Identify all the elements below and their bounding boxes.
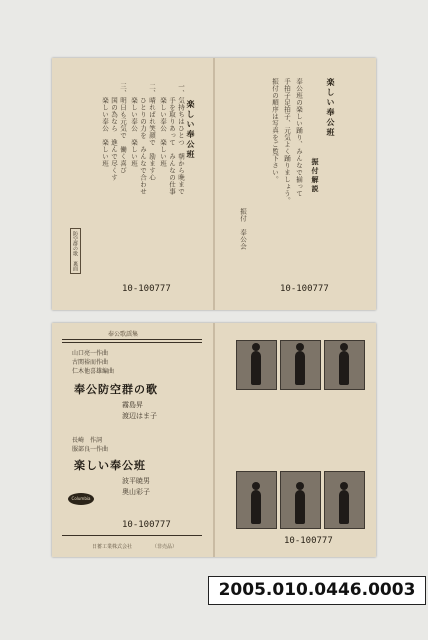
catalog-number-left: 10-100777 xyxy=(122,284,171,294)
footer-not-for-sale: （非売品） xyxy=(152,544,178,550)
left-song-title: 楽しい奉公班 xyxy=(186,100,196,160)
fold-line xyxy=(213,58,215,310)
verse-line: 手を取りあって みんなの仕事 xyxy=(168,83,176,195)
header-rule xyxy=(62,342,202,343)
song1-singer: 霧島昇 xyxy=(122,401,143,409)
accession-label: 2005.010.0446.0003 xyxy=(208,576,426,605)
choreography-line: 振付の順序は写真をご覧下さい。 xyxy=(271,78,279,183)
choreography-heading: 振付解説 xyxy=(311,158,320,194)
footer-company: 日蓄工業株式会社 xyxy=(92,544,133,550)
footer-rule xyxy=(62,535,202,536)
verse-line: 楽しい奉公 楽しい班 xyxy=(130,83,138,167)
credit-line: 古関裕而作曲 xyxy=(72,359,109,366)
verse-line: 国の為なら 進んで尽くす xyxy=(110,83,118,181)
credit-line: 山口亮一作曲 xyxy=(72,350,109,357)
choreography-credit: 振付 奉公会 xyxy=(239,208,247,250)
dance-photo xyxy=(324,340,365,390)
song1-title: 奉公防空群の歌 xyxy=(74,383,158,396)
header-text: 奉公歌謡集 xyxy=(108,331,139,338)
top-lyric-sheet xyxy=(52,58,376,310)
verse-line: 楽しい奉公 楽しい班 xyxy=(101,83,109,167)
catalog-number-right: 10-100777 xyxy=(280,284,329,294)
reverse-note-box: 防空群の歌 裏面 xyxy=(70,228,81,274)
verse-line: 一、気持ちはひとつ 朝から晩まで xyxy=(177,83,185,195)
dance-photo xyxy=(324,471,365,529)
song2-singer: 奥山彩子 xyxy=(122,488,150,496)
columbia-logo-icon: Columbia xyxy=(68,493,94,505)
choreography-line: 奉公班の楽しい踊り、みんなで揃って xyxy=(295,78,303,197)
catalog-number-record: 10-100777 xyxy=(122,520,171,530)
credit-line: 仁木他喜雄編曲 xyxy=(72,368,115,375)
verse-line: ひとりの力を みんなで合わせ xyxy=(139,83,147,195)
song2-title: 楽しい奉公班 xyxy=(74,459,146,472)
header-rule xyxy=(62,339,202,340)
song2-singer: 波平暁男 xyxy=(122,477,150,485)
credit-line: 服部良一作曲 xyxy=(72,446,109,453)
verse-line: 三、明日も元気で 働く喜び xyxy=(119,83,127,174)
dance-photo xyxy=(280,340,321,390)
credit-line: 長崎 作詞 xyxy=(72,437,103,444)
song1-singer: 渡辺はま子 xyxy=(122,412,157,420)
bottom-record-sheet xyxy=(52,323,376,557)
dance-photo xyxy=(280,471,321,529)
catalog-number-photos: 10-100777 xyxy=(284,536,333,546)
dance-photo xyxy=(236,340,277,390)
verse-line: 二、晴ればれ笑顔で 励ます心 xyxy=(148,83,156,181)
dance-photo xyxy=(236,471,277,529)
right-song-title: 楽しい奉公班 xyxy=(326,78,336,138)
verse-line: 楽しい奉公 楽しい班 xyxy=(159,83,167,167)
fold-line xyxy=(213,323,215,557)
choreography-line: 手拍子足拍子、元気よく踊りましょう。 xyxy=(283,78,291,204)
